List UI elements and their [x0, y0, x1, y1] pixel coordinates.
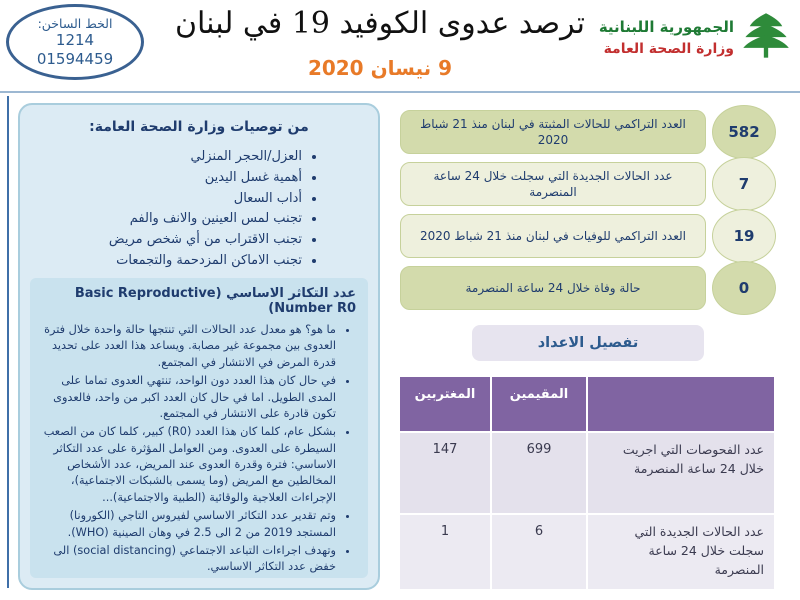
r0-item: • وتهدف اجراءات التباعد الاجتماعي (social distancing) الى خفض عدد التكاثر الاساسي.: [42, 543, 336, 576]
page-title: ترصد عدوى الكوفيد 19 في لبنان: [174, 6, 586, 41]
header-divider: [0, 91, 800, 93]
column-header-residents: المقيمين: [492, 377, 586, 431]
table-row-label: عدد الفحوصات التي اجريت خلال 24 ساعة المنصرمة: [588, 433, 774, 513]
stat-label-box: حالة وفاة خلال 24 ساعة المنصرمة: [400, 266, 706, 310]
stat-value-bubble: 0: [712, 261, 776, 315]
r0-item: • في حال كان هذا العدد دون الواحد، تنتهي العدوى تماما على المدى الطويل. اما في حال كان العدد اكبر من واحد، فالعدوى تكون قادرة على الانتشار في المجتمع.: [42, 373, 336, 422]
stat-value-bubble: 582: [712, 105, 776, 159]
stat-value-bubble: 19: [712, 209, 776, 263]
hotline-number-1: 1214: [55, 30, 95, 49]
stat-label-box: عدد الحالات الجديدة التي سجلت خلال 24 ساعة المنصرمة: [400, 162, 706, 206]
details-title-badge: تفصيل الاعداد: [472, 325, 704, 361]
report-date: 9 نيسان 2020: [307, 56, 453, 80]
details-table: [402, 377, 774, 589]
recommendations-title: من توصيات وزارة الصحة العامة:: [89, 119, 309, 135]
recommendation-item: • تجنب الاقتراب من أي شخص مريض: [32, 230, 302, 251]
stat-row-new-deaths: [400, 266, 778, 310]
r0-title: عدد التكاثر الاساسي (Basic Reproductive Number R0): [74, 286, 356, 316]
r0-info-box: [30, 278, 368, 578]
stat-label-box: العدد التراكمي للحالات المثبتة في لبنان منذ 21 شباط 2020: [400, 110, 706, 154]
recommendations-panel: [18, 103, 380, 590]
expatriates-value: 1: [400, 515, 490, 589]
stat-row-cumulative-deaths: [400, 214, 778, 258]
hotline-badge: [6, 4, 144, 80]
recommendation-item: • تجنب لمس العينين والانف والفم: [32, 209, 302, 230]
stat-row-new-cases: [400, 162, 778, 206]
recommendation-item: • تجنب الاماكن المزدحمة والتجمعات: [32, 251, 302, 272]
hotline-label: الخط الساخن:: [37, 15, 113, 31]
logo-text-ministry: وزارة الصحة العامة: [603, 40, 734, 57]
recommendation-item: • العزل/الحجر المنزلي: [32, 147, 302, 168]
r0-list: [42, 322, 352, 576]
hotline-number-2: 01594459: [36, 49, 114, 68]
recommendations-list: [32, 147, 320, 272]
column-header-label: [588, 377, 774, 431]
column-header-expatriates: المغتربين: [400, 377, 490, 431]
r0-item: • ما هو؟ هو معدل عدد الحالات التي تنتجها حالة واحدة خلال فترة العدوى بين مجموعة غير مصابة. ويساعد هذا العدد على تحديد قدرة المرض في الانتشار في المجتمع.: [42, 322, 336, 371]
left-accent-line: [7, 96, 9, 588]
residents-value: 699: [492, 433, 586, 513]
expatriates-value: 147: [400, 433, 490, 513]
r0-item: • وتم تقدير عدد التكاثر الاساسي لفيروس التاجي (الكورونا) المستجد 2019 من 2 الى 2.5 في وهان الصينية (WHO).: [42, 508, 336, 541]
logo-text-republic: الجمهورية اللبنانية: [598, 18, 734, 37]
ministry-logo: [599, 10, 792, 66]
table-row-label: عدد الحالات الجديدة التي سجلت خلال 24 ساعة المنصرمة: [588, 515, 774, 589]
residents-value: 6: [492, 515, 586, 589]
stat-row-cumulative-cases: [400, 110, 778, 154]
cedar-icon: [740, 10, 792, 66]
stat-label-box: العدد التراكمي للوفيات في لبنان منذ 21 شباط 2020: [400, 214, 706, 258]
stat-value-bubble: 7: [712, 157, 776, 211]
recommendation-item: • أهمية غسل اليدين: [32, 168, 302, 189]
recommendation-item: • أداب السعال: [32, 189, 302, 210]
r0-item: • بشكل عام، كلما كان هذا العدد (R0) كبير، كلما كان من الصعب السيطرة على العدوى. ومن العوامل المؤثرة على عدد التكاثر الاساسي: فترة وقدرة العدوى عند المريض، عدد الأشخاص المخالطين مع المريض (وما يسمى بالشبكات الاجتماعية)، الإجراءات العلاجية والوقائية (الطبية والاجتماعية)...: [42, 424, 336, 506]
